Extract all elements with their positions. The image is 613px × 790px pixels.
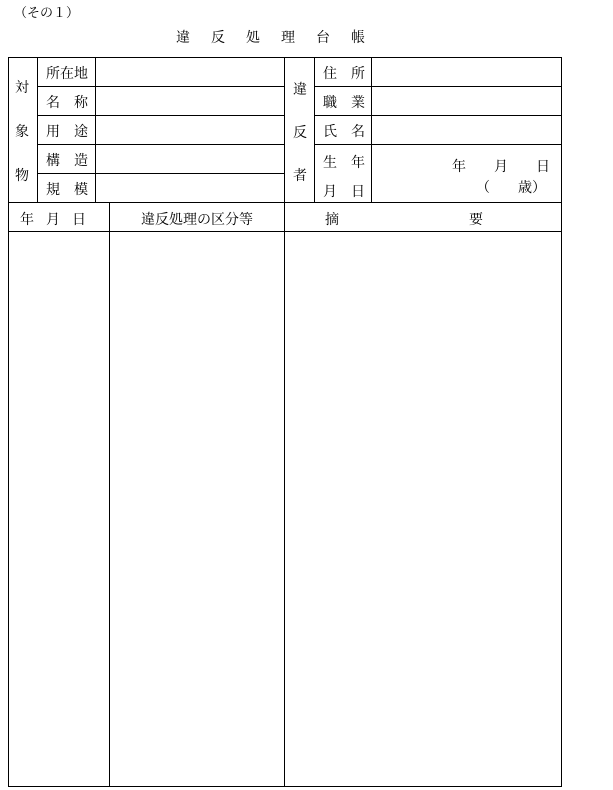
target-label-char-3: 物 [15,168,29,184]
log-date-header: 年月日 [20,212,98,228]
violator-birth-label-1: 生年 [323,155,379,171]
birth-date-value: 年 月 日 [452,159,550,175]
page-title: 違反処理台帳 [176,30,386,46]
target-label-char-2: 象 [15,124,29,140]
violator-address-label: 住所 [323,66,379,82]
target-location-label: 所在地 [46,66,88,82]
form-part-number: （その１） [14,6,80,21]
violator-occupation-label: 職業 [323,95,379,111]
target-structure-label: 構造 [46,153,102,169]
violator-birth-label-2: 月日 [323,184,379,200]
target-label-char-1: 対 [15,80,29,96]
age-value: （ 歳） [476,180,546,196]
violator-label-char-3: 者 [293,168,307,184]
log-remarks-header: 摘要 [325,212,613,228]
violator-label-char-1: 違 [293,82,307,98]
violator-label-char-2: 反 [293,125,307,141]
log-action-header: 違反処理の区分等 [141,212,253,228]
violator-name-label: 氏名 [323,124,379,140]
target-scale-label: 規模 [46,182,102,198]
target-use-label: 用途 [46,124,102,140]
target-name-label: 名称 [46,95,102,111]
